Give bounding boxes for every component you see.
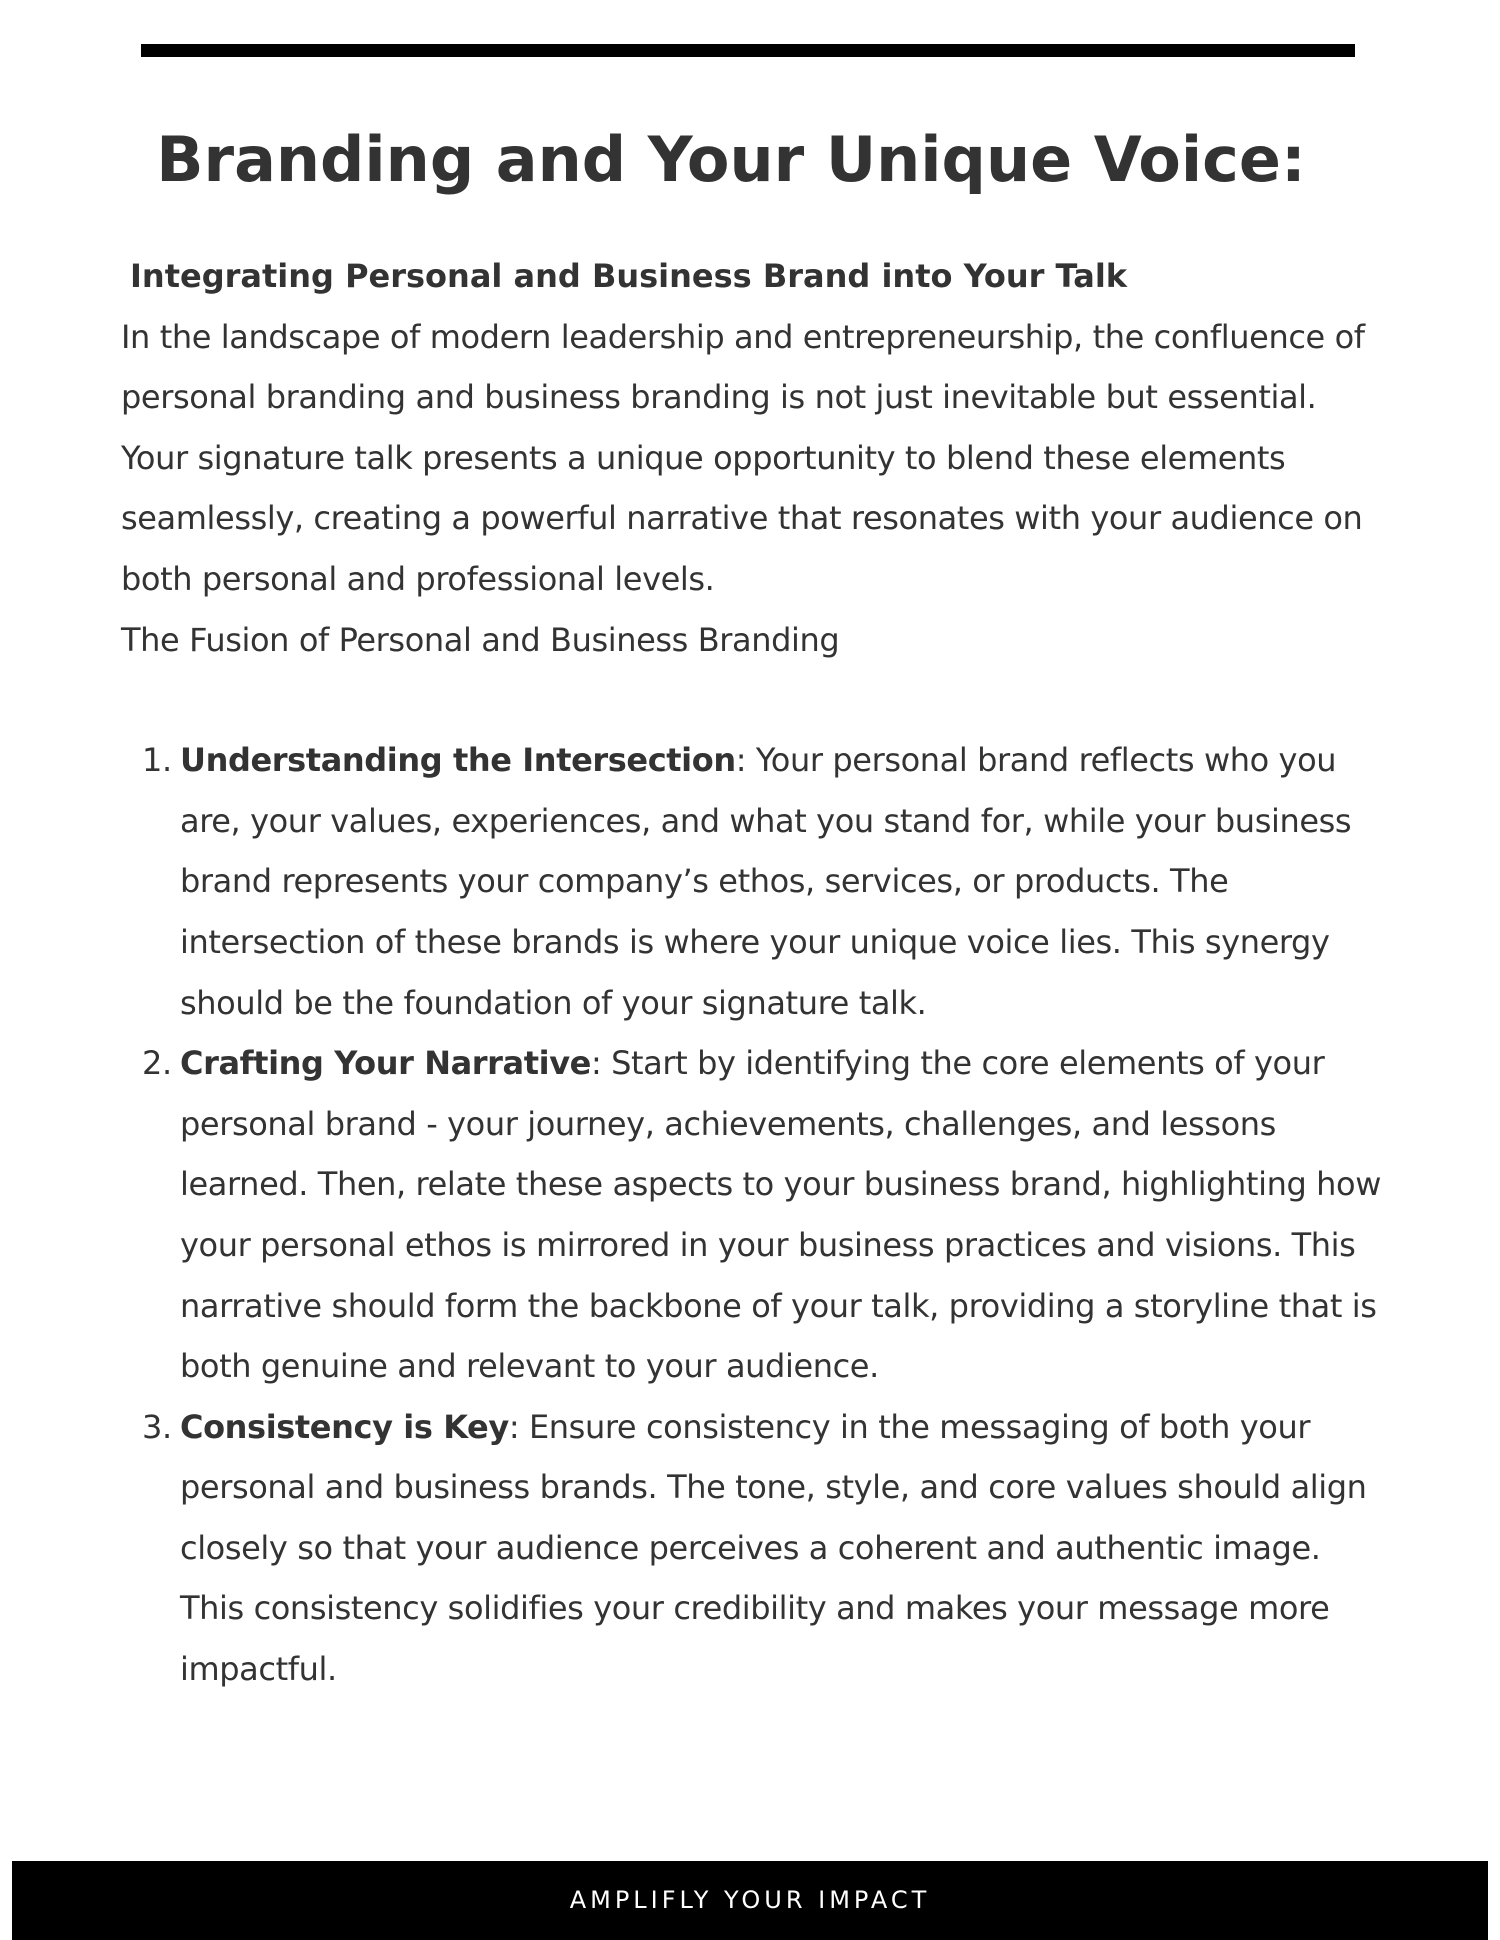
top-divider	[141, 44, 1355, 57]
list-item-number: 3.	[142, 1407, 172, 1446]
list-item-number: 1.	[142, 741, 172, 780]
points-list	[121, 730, 1381, 1700]
list-item-term: Crafting Your Narrative	[180, 1044, 591, 1083]
list-item-term: Consistency is Key	[180, 1407, 509, 1446]
section-subtitle: Integrating Personal and Business Brand into Your Talk	[130, 257, 1128, 295]
list-item-text: : Ensure consistency in the messaging of both your personal and business brands. The tone, style, and core values should align closely so that your audience perceives a coherent and authentic image. This consistency solidifies your credibility and makes your message more impactful.	[180, 1407, 1367, 1689]
list-item-term: Understanding the Intersection	[180, 741, 736, 780]
list-item-text: : Start by identifying the core elements of your personal brand - your journey, achievements, challenges, and lessons learned. Then, relate these aspects to your business brand, highlighting how your personal ethos is mirrored in your business practices and visions. This narrative should form the backbone of your talk, providing a storyline that is both genuine and relevant to your audience.	[180, 1044, 1381, 1386]
list-item	[121, 1033, 1381, 1397]
intro-paragraph: In the landscape of modern leadership and entrepreneurship, the confluence of personal branding and business branding is not just inevitable but essential. Your signature talk presents a unique opportunity to blend these elements seamlessly, creating a powerful narrative that resonates with your audience on both personal and professional levels.	[121, 317, 1365, 598]
footer-text: AMPLIFLY YOUR IMPACT	[569, 1886, 931, 1914]
main-content	[121, 246, 1381, 1700]
list-item	[121, 730, 1381, 1033]
list-item-number: 2.	[142, 1044, 172, 1083]
list-item	[121, 1397, 1381, 1700]
section-label: The Fusion of Personal and Business Branding	[121, 620, 840, 659]
footer-bar	[12, 1861, 1488, 1940]
list-item-text: : Your personal brand reflects who you are, your values, experiences, and what you stand for, while your business brand represents your company’s ethos, services, or products. The intersection of these brands is where your unique voice lies. This synergy should be the foundation of your signature talk.	[180, 741, 1352, 1022]
page-title: Branding and Your Unique Voice:	[156, 123, 1306, 196]
